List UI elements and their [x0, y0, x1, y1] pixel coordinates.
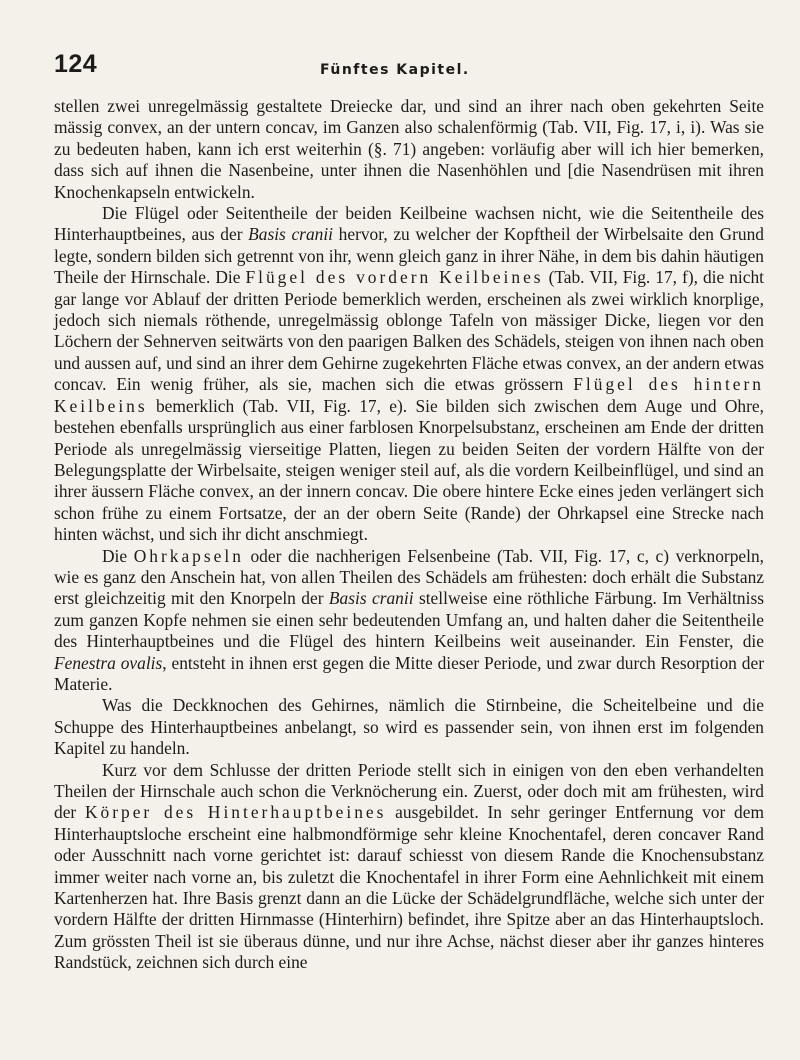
emphasized-term: Körper des Hinterhauptbeines: [84, 802, 387, 823]
latin-term: Basis cranii: [248, 224, 334, 245]
text-run: ausgebildet. In sehr geringer Entfernung vor dem Hinterhauptsloche erscheint eine halbmondförmige sehr kleine Knochentafel, deren concaver Rand oder Ausschnitt nach vorne gerichtet ist: darauf schiesst von diesem Rande die Knochensubstanz immer weiter nach vorne an, bis zuletzt die Knochentafel in ihrer Form eine Aehnlichkeit mit einem Kartenherzen hat. Ihre Basis grenzt dann an die Lücke der Schädelgrundfläche, welche sich unter der vordern Hälfte der dritten Hirnmasse (Hinterhirn) befindet, ihre Spitze aber an das Hinterhauptsloch. Zum grössten Theil ist sie überaus dünne, und nur ihre Achse, nächst dieser aber ihr ganzes hinteres Randstück, zeichnen sich durch eine: [54, 802, 764, 973]
page-header: [54, 50, 765, 84]
text-run: stellen zwei unregelmässig gestaltete Dreiecke dar, und sind an ihrer nach oben gekehrten Seite mässig convex, an der untern concav, im Ganzen also schalenförmig (Tab. VII, Fig. 17, i, i). Was sie zu bedeuten haben, kann ich erst weiterhin (§. 71) angeben: vorläufig aber will ich hier bemerken, dass sich auf ihnen die Nasenbeine, unter ihnen die Nasenhöhlen und [die Nasendrüsen mit ihren Knochenkapseln entwickeln.: [54, 96, 764, 202]
text-run: oder die nachherigen Felsenbeine (Tab. VII, Fig. 17, c, c) verknorpeln, wie es ganz den Anschein hat, von allen Theilen des Schädels am frühesten: doch erhält die Substanz erst gleichzeitig mit den Knorpeln der: [54, 545, 764, 609]
page-number: 124: [54, 50, 98, 78]
paragraph: [54, 546, 764, 696]
running-title: Fünftes Kapitel.: [320, 62, 470, 78]
text-run: , entsteht in ihnen erst gegen die Mitte dieser Periode, und zwar durch Resorption der Materie.: [54, 652, 764, 694]
text-run: Die: [102, 545, 134, 566]
paragraph: [54, 760, 764, 974]
text-run: hervor, zu welcher der Kopftheil der Wirbelsaite den Grund legte, sondern bilden sich getrennt von ihr, wenn gleich ganz in ihrer Nähe, in dem bis dahin häutigen Theile der Hirnschale. Die: [54, 224, 764, 288]
text-run: Kurz vor dem Schlusse der dritten Periode stellt sich in einigen von den eben verhandelten Theilen der Hirnschale auch schon die Verknöcherung ein. Zuerst, oder doch mit am frühesten, wird der: [54, 759, 764, 823]
text-run: stellweise eine röthliche Färbung. Im Verhältniss zum ganzen Kopfe nehmen sie einen sehr bedeutenden Umfang an, und halten daher die Seitentheile des Hinterhauptbeines und die Flügel des hintern Keilbeins weit auseinander. Ein Fenster, die: [54, 588, 764, 652]
paragraph: [54, 203, 764, 546]
emphasized-term: Flügel des vordern Keilbeines: [245, 267, 544, 288]
emphasized-term: Ohrkapseln: [133, 545, 244, 566]
text-run: Was die Deckknochen des Gehirnes, nämlich die Stirnbeine, die Scheitelbeine und die Schuppe des Hinterhauptbeines anbelangt, so wird es passender sein, von ihnen erst im folgenden Kapitel zu handeln.: [54, 695, 764, 759]
body-text: [54, 96, 764, 974]
text-run: Die Flügel oder Seitentheile der beiden Keilbeine wachsen nicht, wie die Seitentheile des Hinterhauptbeines, aus der: [54, 203, 764, 245]
latin-term: Basis cranii: [328, 588, 414, 609]
text-run: bemerklich (Tab. VII, Fig. 17, e). Sie bilden sich zwischen dem Auge und Ohre, bestehen ebenfalls ursprünglich aus einer farblosen Knorpelsubstanz, erscheinen am Ende der dritten Periode als unregelmässig vierseitige Platten, liegen zu beiden Seiten der vordern Hälfte von der Belegungsplatte der Wirbelsaite, steigen weniger steil auf, als die vordern Keilbeinflügel, und sind an ihrer äussern Fläche convex, an der innern concav. Die obere hintere Ecke eines jeden verlängert sich schon frühe zu einem Fortsatze, der an der obern Seite (Rande) der Ohrkapsel eine Strecke nach hinten wächst, und sich ihr dicht anschmiegt.: [54, 395, 764, 545]
emphasized-term: Flügel des hintern Keilbeins: [54, 374, 765, 416]
paragraph: [54, 96, 764, 203]
latin-term: Fenestra ovalis: [54, 652, 163, 673]
paragraph: [54, 695, 764, 759]
text-run: (Tab. VII, Fig. 17, f), die nicht gar lange vor Ablauf der dritten Periode bemerklich werden, erscheinen als zwei wirklich knorplige, jedoch sich niemals röthende, unregelmässig oblonge Tafeln von mässiger Dicke, liegen vor den Löchern der Sehnerven seitwärts von den paarigen Balken des Schädels, steigen von ihnen nach oben und aussen auf, und sind an ihrer dem Gehirne zugekehrten Fläche etwas convex, an der andern etwas concav. Ein wenig früher, als sie, machen sich die etwas grössern: [54, 267, 764, 395]
